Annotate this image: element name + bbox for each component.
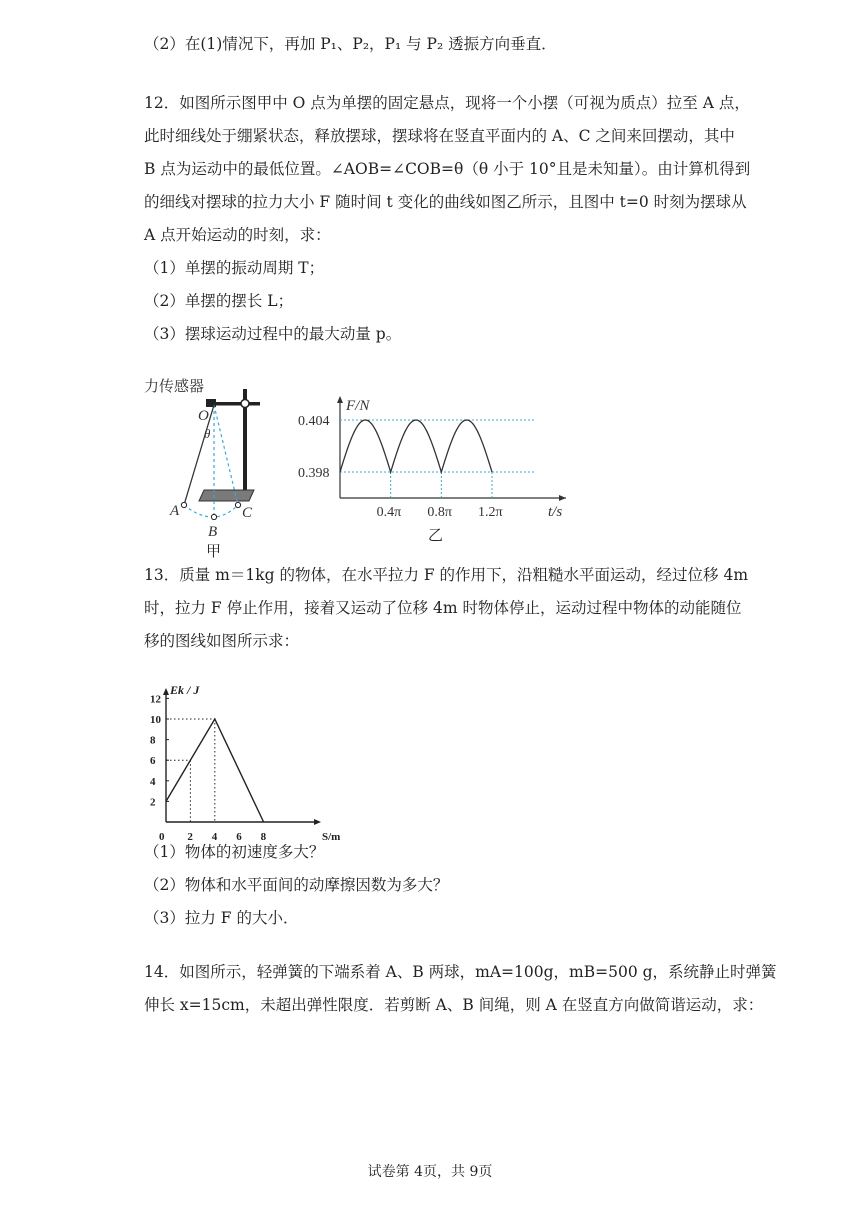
text-line: 时，拉力 F 停止作用，接着又运动了位移 4m 时物体停止，运动过程中物体的动能随位 xyxy=(144,599,742,617)
text-line: 此时细线处于绷紧状态，释放摆球，摆球将在竖直平面内的 A、C 之间来回摆动，其中 xyxy=(144,127,735,145)
y-tick-label: 0.398 xyxy=(298,466,330,481)
caption-jia-text: 甲 xyxy=(206,542,222,560)
text-line: （3）摆球运动过程中的最大动量 p。 xyxy=(144,325,402,343)
base-plate xyxy=(199,490,254,501)
label-theta: θ xyxy=(204,426,211,441)
text-line: （1）物体的初速度多大？ xyxy=(144,843,325,861)
text-line: B 点为运动中的最低位置。∠AOB=∠COB=θ（θ 小于 10°且是未知量）。由计算机得到 xyxy=(144,160,751,178)
ball-c xyxy=(235,502,240,507)
text-line: （3）拉力 F 的大小． xyxy=(144,909,299,927)
y-tick-label: 12 xyxy=(150,693,161,706)
label-c: C xyxy=(242,505,253,521)
y-tick-label: 6 xyxy=(150,755,156,768)
ball-b xyxy=(211,514,216,519)
text-line: 伸长 x=15cm，未超出弹性限度．若剪断 A、B 间绳，则 A 在竖直方向做简谐运动，求： xyxy=(144,996,764,1014)
y-axis-arrow xyxy=(337,396,343,403)
ball-a xyxy=(181,502,186,507)
x-axis-arrow xyxy=(559,495,566,501)
y-axis-label: Ek / J xyxy=(170,683,200,697)
caption-yi-text: 乙 xyxy=(428,526,444,544)
x-tick-label: 6 xyxy=(236,831,242,843)
y-tick-label: 10 xyxy=(150,714,161,726)
text-line: 14．如图所示，轻弹簧的下端系着 A、B 两球，mA=100g，mB=500 g，系统静止时弹簧 xyxy=(144,963,777,981)
y-tick-label: 2 xyxy=(150,796,156,809)
sensor-label: 力传感器 xyxy=(144,379,205,395)
figure-jia-pendulum xyxy=(140,372,280,544)
text-line: （2）单摆的摆长 L； xyxy=(144,292,294,310)
x-tick-label: 2 xyxy=(187,831,193,843)
text-line: 12．如图所示图甲中 O 点为单摆的固定悬点，现将一个小摆（可视为质点）拉至 A 点， xyxy=(144,94,750,112)
text-line: （2）物体和水平面间的动摩擦因数为多大？ xyxy=(144,876,449,894)
label-o: O xyxy=(198,408,209,424)
x-axis-label: S/m xyxy=(322,831,341,843)
text-line: （1）单摆的振动周期 T； xyxy=(144,259,325,277)
page-footer: 试卷第 4页，共 9页 xyxy=(367,1164,493,1180)
x-tick-label: 1.2π xyxy=(478,505,503,520)
figure-kinetic-energy-chart xyxy=(144,680,364,846)
text-line: 13．质量 m＝1kg 的物体，在水平拉力 F 的作用下，沿粗糙水平面运动，经过位移 4m xyxy=(144,566,749,584)
text-line: （2）在(1)情况下，再加 P₁、P₂，P₁ 与 P₂ 透振方向垂直． xyxy=(144,35,557,53)
x-axis-arrow xyxy=(314,819,321,825)
label-b: B xyxy=(208,524,218,540)
x-tick-label: 4 xyxy=(211,831,218,843)
label-a: A xyxy=(170,503,180,519)
swing-arc xyxy=(184,505,238,517)
clamp-ring xyxy=(241,400,249,408)
text-line: 移的图线如图所示求： xyxy=(144,632,300,650)
x-tick-label: 0.8π xyxy=(427,505,452,520)
force-curve xyxy=(340,420,492,472)
x-tick-label: 0.4π xyxy=(376,505,402,520)
y-axis-arrow xyxy=(163,688,169,695)
x-axis-label: t/s xyxy=(548,504,563,520)
x-tick-label: 8 xyxy=(260,831,267,843)
text-line: 的细线对摆球的拉力大小 F 随时间 t 变化的曲线如图乙所示，且图中 t=0 时刻为摆球从 xyxy=(144,193,747,211)
text-line: A 点开始运动的时刻，求： xyxy=(144,226,331,244)
x-tick-label: 0 xyxy=(159,831,165,843)
ek-line xyxy=(166,719,264,822)
y-tick-label: 8 xyxy=(150,734,156,747)
y-tick-label: 4 xyxy=(150,775,156,788)
y-tick-label: 0.404 xyxy=(298,414,330,429)
y-axis-label: F/N xyxy=(346,398,370,414)
